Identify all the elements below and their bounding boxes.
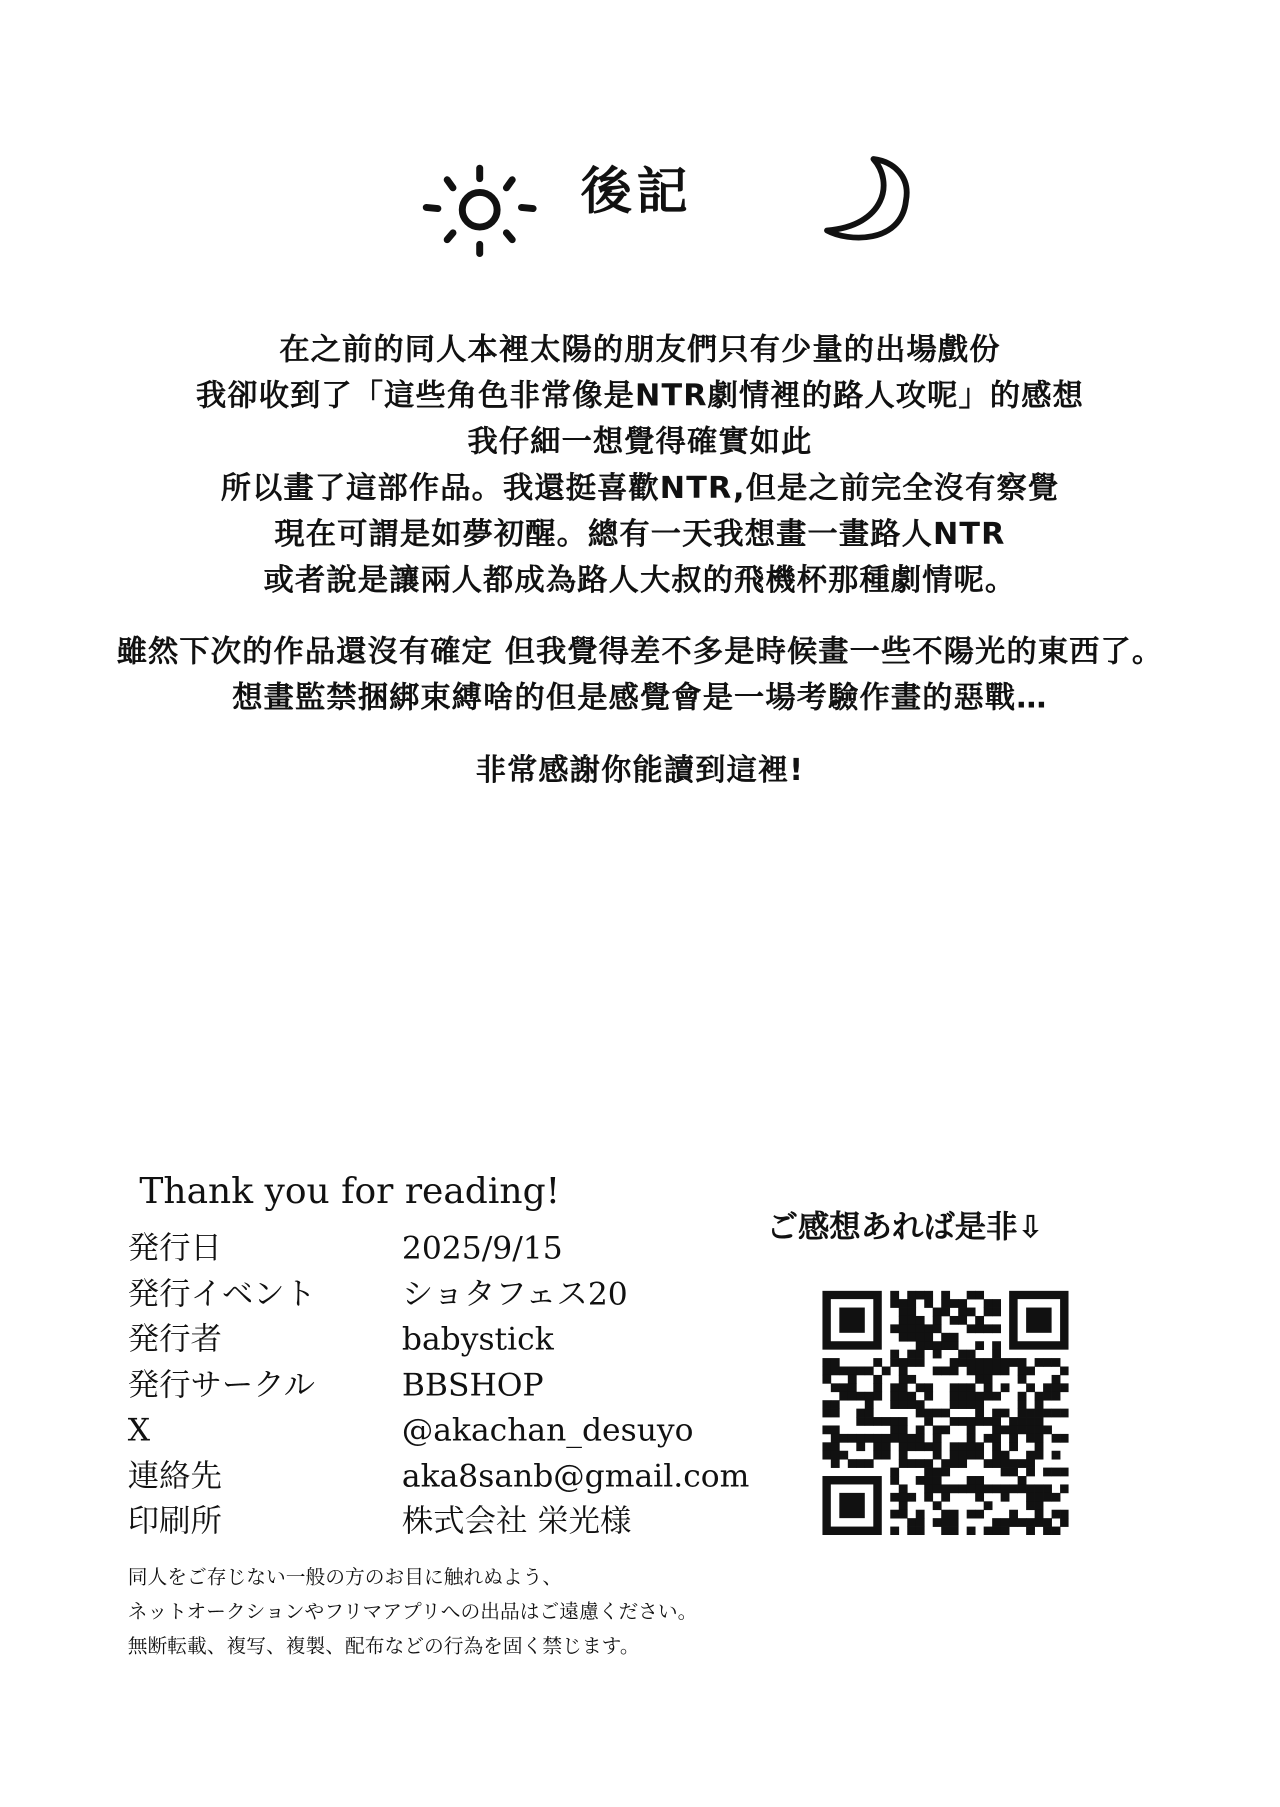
- afterword-line: 我仔細一想覺得確實如此: [467, 425, 813, 460]
- notice-line: 同人をご存じない一般の方のお目に触れぬよう、: [127, 1566, 563, 1590]
- colophon-row: [128, 1408, 778, 1454]
- afterword-closing: [23, 748, 1257, 794]
- afterword-line: 在之前的同人本裡太陽的朋友們只有少量的出場戲份: [279, 333, 1001, 368]
- colophon-label: 印刷所: [127, 1503, 222, 1540]
- colophon-value: ショタフェス20: [401, 1276, 628, 1313]
- colophon-value: @akachan_desuyo: [401, 1412, 694, 1449]
- colophon-row: [128, 1499, 778, 1545]
- colophon-value: babystick: [401, 1321, 554, 1358]
- colophon-list: [128, 1226, 778, 1545]
- crescent-moon-icon: [813, 152, 918, 249]
- notice-line: ネットオークションやフリマアプリへの出品はご遠慮ください。: [127, 1600, 698, 1624]
- page-title: 後記: [580, 162, 693, 222]
- afterword-line: 現在可謂是如夢初醒。總有一天我想畫一畫路人NTR: [274, 517, 1006, 552]
- thank-you-heading: Thank you for reading!: [139, 1170, 561, 1213]
- colophon-row: [128, 1363, 778, 1409]
- afterword-header: [0, 136, 1280, 263]
- afterword-line: 或者說是讓兩人都成為路人大叔的飛機杯那種劇情呢。: [263, 563, 1017, 599]
- qr-code-icon: [822, 1291, 1068, 1535]
- colophon-row: [128, 1272, 778, 1318]
- colophon-row: [128, 1317, 778, 1363]
- afterword-line: 想畫監禁捆綁束縛啥的但是感覺會是一場考驗作畫的惡戰…: [232, 681, 1048, 716]
- colophon-value: 2025/9/15: [401, 1230, 563, 1267]
- notice-line: 無断転載、複写、複製、配布などの行為を固く禁じます。: [127, 1635, 640, 1659]
- afterword-paragraph: [23, 327, 1257, 604]
- colophon-label: 発行日: [127, 1230, 222, 1267]
- afterword-line: 所以畫了這部作品。我還挺喜歡NTR,但是之前完全沒有察覺: [220, 471, 1060, 506]
- colophon-label: 連絡先: [127, 1458, 222, 1495]
- qr-caption: ご感想あれば是非⇩: [766, 1210, 1044, 1246]
- colophon-row: [128, 1226, 778, 1272]
- colophon-value: BBSHOP: [401, 1367, 544, 1404]
- colophon-row: [128, 1454, 778, 1500]
- colophon-value: 株式会社 栄光様: [401, 1503, 632, 1540]
- afterword-line: 我卻收到了「這些角色非常像是NTR劇情裡的路人攻呢」的感想: [195, 379, 1084, 414]
- afterword-line: 非常感謝你能讀到這裡!: [475, 753, 805, 789]
- colophon-label: 発行サークル: [127, 1367, 316, 1404]
- colophon-label: 発行者: [127, 1321, 222, 1358]
- afterword-line: 雖然下次的作品還沒有確定 但我覺得差不多是時候畫一些不陽光的東西了。: [116, 634, 1164, 670]
- colophon-label: 発行イベント: [127, 1276, 316, 1313]
- contact-email: aka8sanb@gmail.com: [401, 1458, 750, 1495]
- distribution-notice: [128, 1560, 1011, 1664]
- afterword-paragraph: [23, 629, 1257, 721]
- colophon-label: X: [127, 1412, 151, 1449]
- sun-icon: [412, 150, 540, 261]
